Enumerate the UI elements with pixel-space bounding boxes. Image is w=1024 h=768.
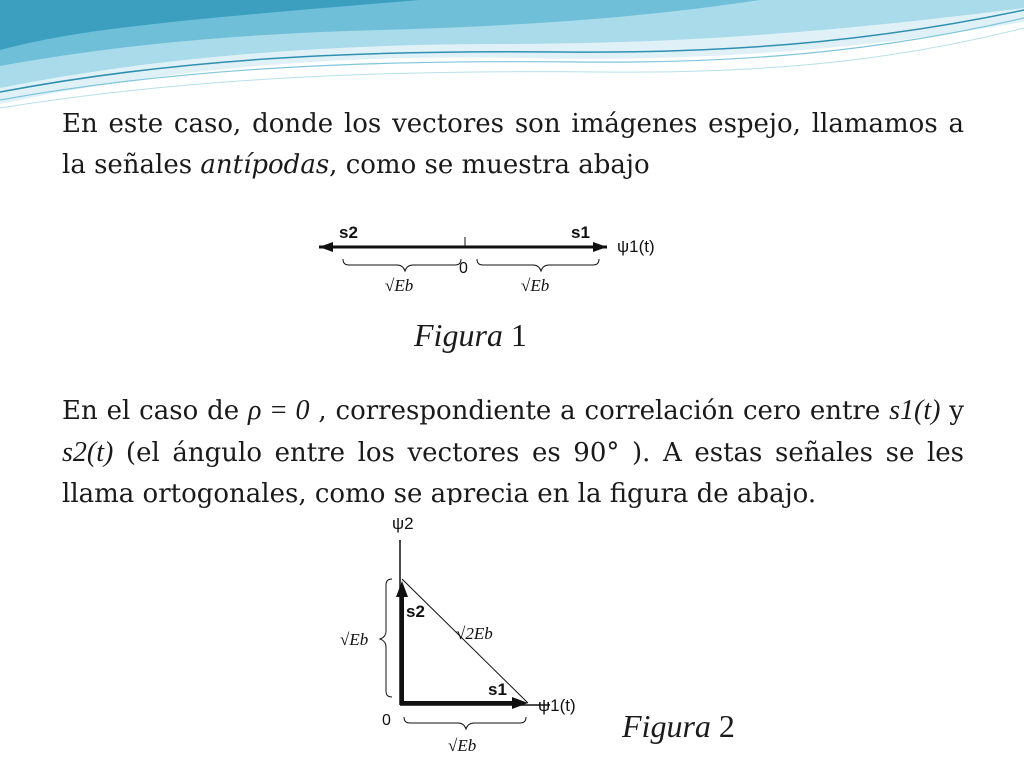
- fig2-label-eb-horizontal: √Eb: [448, 736, 477, 755]
- paragraph-antipodal: [62, 104, 964, 186]
- para2-text-1: En el caso de: [62, 396, 248, 426]
- figure-2-caption: [622, 708, 735, 745]
- fig1-label-s1: s1: [571, 223, 590, 242]
- para2-s1-symbol: s1(t): [889, 395, 941, 426]
- fig2-brace-vertical: [380, 579, 392, 697]
- figure-1-antipodal-diagram: [305, 207, 681, 307]
- paragraph-orthogonal: [62, 390, 964, 515]
- fig1-arrow-right: [593, 242, 607, 252]
- para1-text-end: , como se muestra abajo: [329, 150, 650, 180]
- fig2-caption-number: 2: [718, 708, 735, 744]
- para1-text-start: En este caso, donde los vectores son imágenes espejo, llamamos a la señales: [62, 109, 964, 180]
- para2-text-2: , correspondiente a correlación cero entre: [309, 396, 890, 426]
- fig1-caption-number: 1: [510, 317, 527, 353]
- figure-2-orthogonal-diagram: [330, 505, 615, 768]
- fig1-label-axis: ψ1(t): [617, 237, 655, 256]
- fig2-brace-horizontal: [404, 717, 526, 729]
- fig2-label-psi2: ψ2: [392, 514, 414, 533]
- header-wave-decoration: [0, 0, 1024, 110]
- fig2-label-s2: s2: [406, 602, 425, 621]
- fig2-arrow-s1: [512, 697, 528, 709]
- fig2-label-hypotenuse: √2Eb: [456, 624, 493, 643]
- fig1-label-eb-right: √Eb: [521, 276, 550, 295]
- para1-emphasis: antípodas: [200, 150, 330, 180]
- fig2-label-zero: 0: [382, 712, 391, 729]
- para2-s2-symbol: s2(t): [62, 437, 114, 468]
- fig1-label-eb-left: √Eb: [385, 276, 414, 295]
- para2-text-4: (el ángulo entre los vectores es 90° ). A estas señales se les llama ortogonales, como se aprecia en la figura de abajo.: [62, 438, 964, 509]
- para2-rho-formula: ρ = 0: [247, 395, 310, 426]
- fig1-brace-left: [343, 259, 461, 271]
- fig2-label-axis: ψ1(t): [538, 696, 576, 715]
- figure-1-caption: [414, 317, 527, 354]
- fig1-label-s2: s2: [339, 223, 358, 242]
- para2-text-3: y: [940, 396, 964, 426]
- fig2-caption-word: Figura: [622, 708, 711, 744]
- fig2-label-eb-vertical: √Eb: [340, 630, 369, 649]
- fig1-brace-right: [477, 259, 599, 271]
- fig1-label-zero: 0: [459, 260, 468, 277]
- fig1-arrow-left: [319, 242, 333, 252]
- fig2-label-s1: s1: [488, 680, 507, 699]
- fig1-caption-word: Figura: [414, 317, 503, 353]
